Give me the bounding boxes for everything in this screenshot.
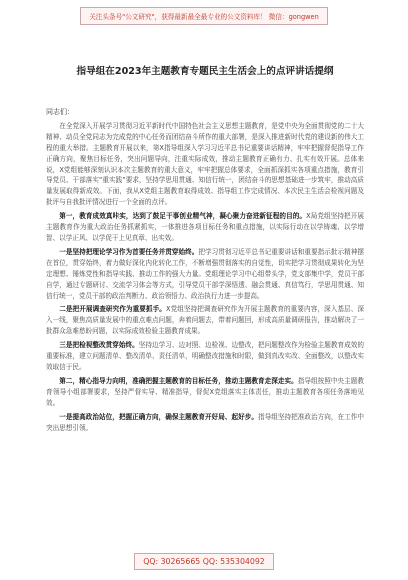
body-paragraph <box>46 304 364 337</box>
body-paragraph <box>46 376 364 409</box>
body-paragraph <box>46 412 364 434</box>
paragraph-heading: 三是把检视整改贯穿始终。 <box>59 341 139 350</box>
paragraph-heading: 一是坚持把理论学习作为首要任务并贯穿始终。 <box>59 247 199 256</box>
paragraph-text: 在全党深入开展学习贯彻习近平新时代中国特色社会主义思想主题教育，是党中央为全面贯彻党的二十大精神、动员全党同志为完成党的中心任务而团结奋斗所作的重大部署，是深入推进新时代党的建设新的伟大工程的重大举措。主题教育开展以来，第X指导组深入学习习近平总书记重要讲话精神，牢牢把握督促指导工作正确方向，聚焦目标任务，突出问题导向，注重实际成效，推动主题教育正确有力、扎实有效开展。总体来说，X党组能够深刻认识本次主题教育的重大意义，牢牢把握总体要求，全面抓深抓实各项重点措施，教育引导党员、干部落实“重实践”要求，坚持学思用贯通、知信行统一，团结奋斗的思想基础进一步筑牢，推动高质量发展取得新成效。下面，我从X党组主题教育取得成效、指导组工作完成情况、本次民主生活会检视问题及批评与自我批评情况进行一个全面的点评。 <box>46 121 364 207</box>
document-body <box>46 121 364 433</box>
body-paragraph <box>46 247 364 302</box>
paragraph-heading: 二是把开展调查研究作为重要抓手。 <box>59 305 166 314</box>
paragraph-heading: 第二，精心指导力向明，准确把握主题教育的目标任务，推动主题教育走深走实。 <box>59 376 298 385</box>
paragraph-text: X党组坚持把调查研究作为开展主题教育的重要内容，深入基层、深入一线，聚焦高质量发展中的重点难点问题，奔着问题去，带着问题回，形成高质量调研报告，推动解决了一批群众急难愁盼问题，以实际成效检验主题教育成果。 <box>46 305 364 336</box>
body-paragraph <box>46 211 364 244</box>
paragraph-text: X局党组坚持把开展主题教育作为重大政治任务抓紧抓实，一体推进各项目标任务和重点措施，以实际行动在以学铸魂、以学增智、以学正风、以学促干上见真章、出实效。 <box>46 212 364 242</box>
paragraph-text: 坚持边学习、边对照、边检视、边整改，把问题整改作为检验主题教育成效的重要标准，建立问题清单、整改清单、责任清单，明确整改措施和时限，做到真改实改、全面整改，以整改实效取信于民。 <box>46 341 364 371</box>
paragraph-heading: 第一，教育成效真咔实，达到了鼓足干事创业精气神，凝心聚力奋进新征程的目的。 <box>59 212 307 221</box>
bottom-banner <box>0 548 408 574</box>
paragraph-text: 指导组按照中央主题教育领导小组部署要求，坚持严督实导、精准指导，督促X党组落实主体责任，推动主题教育各项任务落地见效。 <box>46 376 364 407</box>
contact-text: QQ: 30265665 QQ: 535304092 <box>134 553 274 570</box>
paragraph-heading: 一是提高政治站位，把握正确方向，确保主题教育开好局、起好步。 <box>59 412 258 421</box>
document-page <box>46 52 364 546</box>
top-banner <box>0 0 408 32</box>
paragraph-text: 指导组坚持把准政治方向，在工作中突出思想引领。 <box>46 412 364 432</box>
banner-text: 关注头条号"公文研究"，获得最新最全最专业的公文资料库！ 微信：gongwen <box>80 7 328 25</box>
body-paragraph <box>46 340 364 373</box>
paragraph-text: 把学习贯彻习近平总书记重要讲话和重要指示批示精神摆在首位，贯穿始终，着力做好深化内化转化工作，不断增强贯彻落实的自觉性，切实把学习贯彻成果转化为坚定理想、锤炼党性和指导实践、推动工作的强大力量。党组理论学习中心组带头学，党支部集中学，党员干部自学，通过专题研讨、交流学习体会等方式，引导党员干部学深悟透、融会贯通、真信笃行，学思用贯通、知信行统一，党员干部的政治判断力、政治领悟力、政治执行力进一步提高。 <box>46 247 364 300</box>
salutation: 同志们： <box>46 107 74 116</box>
document-title: 指导组在2023年主题教育专题民主生活会上的点评讲话提纲 <box>76 66 334 77</box>
body-paragraph <box>46 121 364 208</box>
